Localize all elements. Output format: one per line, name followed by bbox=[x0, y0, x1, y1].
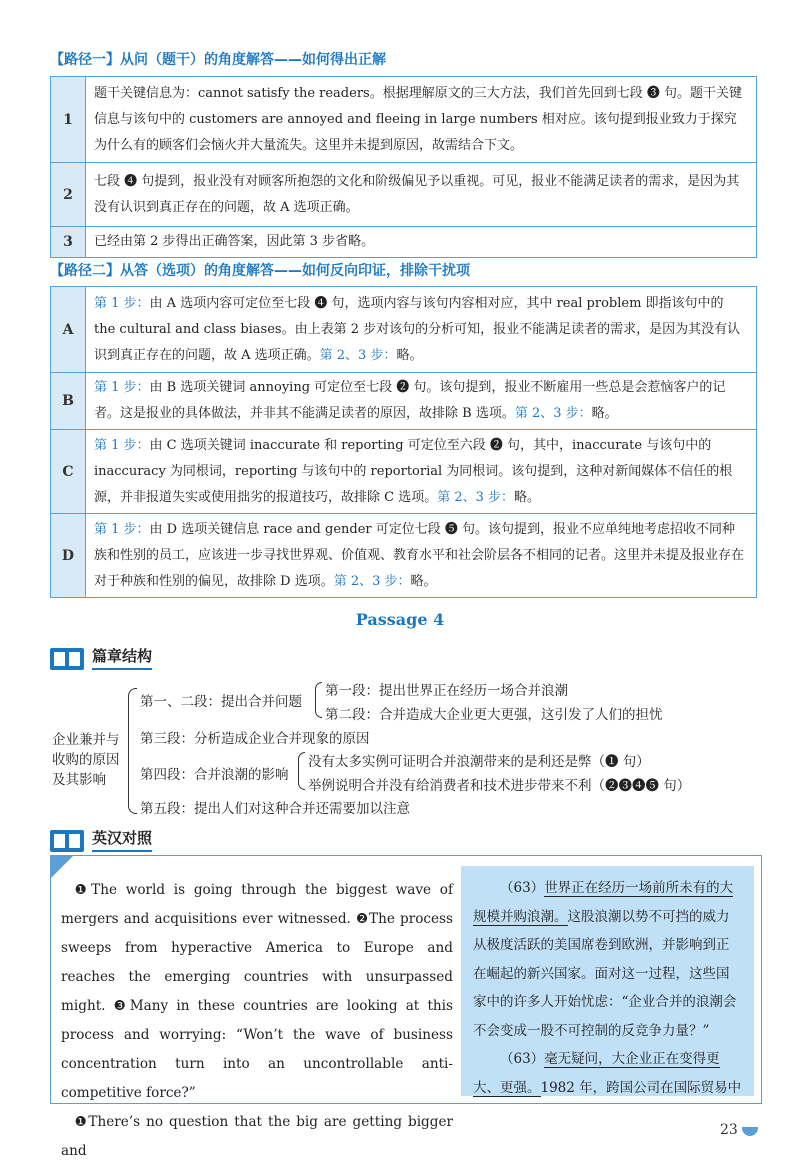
row-body: 由 C 选项关键词 inaccurate 和 reporting 可定位至六段 ❷ 句，其中，inaccurate 与该句中的 inaccuracy 为同根词，reporting 与该句中的 reportorial 为同根词。该句提到，这种对新闻媒体不信任的根源，并非报道失实或使用拙劣的报道技巧，故排除 C 选项。 bbox=[94, 437, 733, 505]
row-text bbox=[86, 514, 757, 598]
step1-label: 第 1 步： bbox=[94, 437, 150, 453]
english-paragraph: ❶There’s no question that the big are getting bigger and bbox=[61, 1114, 453, 1159]
row-body: 由 B 选项关键词 annoying 可定位至七段 ❷ 句。该句提到，报业不断雇用一些总是会惹恼客户的记者。这是报业的具体做法，并非其不能满足读者的原因，故排除 B 选项。 bbox=[94, 380, 726, 421]
chinese-paragraph bbox=[473, 1045, 742, 1102]
table-row bbox=[51, 287, 757, 373]
row-label: 3 bbox=[51, 227, 86, 258]
row-end: 略。 bbox=[514, 489, 541, 505]
table-row bbox=[51, 77, 757, 163]
row-body: 由 D 选项关键信息 race and gender 可定位七段 ❺ 句。该句提到，报业不应单纯地考虑招收不同种族和性别的员工，应该进一步寻找世界观、价值观、教育水平和社会阶层各不相同的记者。这里并未提及报业存在对于种族和性别的偏见，故排除 D 选项。 bbox=[94, 521, 745, 589]
underlined-sentence: 世界正在经历一场前所未有的大规模并购浪潮。 bbox=[473, 880, 734, 925]
tree-brace bbox=[128, 688, 137, 814]
chinese-paragraph bbox=[473, 874, 742, 1045]
corner-fold bbox=[51, 856, 73, 878]
tree-root-line: 企业兼并与 bbox=[52, 732, 120, 748]
row-end: 略。 bbox=[396, 347, 423, 363]
tree-leaf: 第二段：合并造成大企业更大更强，这引发了人们的担忧 bbox=[325, 707, 663, 723]
book-icon bbox=[50, 830, 84, 852]
step23-label: 第 2、3 步： bbox=[514, 406, 592, 421]
tree-branch: 第五段：提出人们对这种合并还需要加以注意 bbox=[140, 801, 410, 817]
table-row bbox=[51, 373, 757, 430]
english-paragraph: ❶The world is going through the biggest wave of mergers and acquisitions ever witnessed. ❷The process sweeps from hyperactive America to Europe and reaches the emerging countries with unsurpassed might. ❸Many in these countries are looking at this process and worrying: “Won’t the wave of business concentration turn into an uncontrollable anti-competitive force?” bbox=[61, 882, 453, 1101]
table-row bbox=[51, 227, 757, 258]
step1-label: 第 1 步： bbox=[94, 295, 150, 311]
step23-label: 第 2、3 步： bbox=[319, 347, 397, 363]
route2-heading: 【路径二】从答（选项）的角度解答——如何反向印证，排除干扰项 bbox=[50, 263, 470, 279]
row-text bbox=[86, 430, 757, 514]
tree-branch: 第四段：合并浪潮的影响 bbox=[140, 767, 289, 783]
page-ornament-icon bbox=[742, 1127, 758, 1136]
tree-branch: 第一、二段：提出合并问题 bbox=[140, 694, 302, 710]
section-title: 英汉对照 bbox=[92, 827, 152, 852]
tree-root bbox=[52, 730, 120, 790]
page-number: 23 bbox=[720, 1122, 738, 1138]
row-end: 略。 bbox=[410, 573, 437, 589]
tree-leaf: 没有太多实例可证明合并浪潮带来的是利还是弊（❶ 句） bbox=[308, 754, 650, 770]
row-text bbox=[86, 373, 757, 430]
structure-section-header bbox=[50, 644, 152, 670]
row-text: 已经由第 2 步得出正确答案，因此第 3 步省略。 bbox=[86, 227, 757, 258]
tree-root-line: 收购的原因 bbox=[52, 752, 120, 768]
sentence-number: （63） bbox=[500, 1051, 545, 1067]
route2-table bbox=[50, 286, 757, 598]
english-text bbox=[61, 876, 453, 1166]
section-title: 篇章结构 bbox=[92, 645, 152, 670]
row-end: 略。 bbox=[591, 406, 618, 421]
route1-table bbox=[50, 76, 757, 258]
paragraph-rest: 这股浪潮以势不可挡的威力从极度活跃的美国席卷到欧洲，并影响到正在崛起的新兴国家。面对这一过程，这些国家中的许多人开始忧虑：“企业合并的浪潮会不会变成一股不可控制的反竞争力量？” bbox=[473, 908, 737, 1039]
tree-branch: 第三段：分析造成企业合并现象的原因 bbox=[140, 731, 370, 747]
row-label: B bbox=[51, 373, 86, 430]
row-text: 题干关键信息为：cannot satisfy the readers。根据理解原文的三大方法，我们首先回到七段 ❸ 句。题干关键信息与该句中的 customers are annoyed and fleeing in large numbers 相对应。该句提到报业致力于探究为什么有的顾客们会恼火并大量流失。这里并未提到原因，故需结合下文。 bbox=[86, 77, 757, 163]
row-label: C bbox=[51, 430, 86, 514]
row-text bbox=[86, 287, 757, 373]
row-text: 七段 ❹ 句提到，报业没有对顾客所抱怨的文化和阶级偏见予以重视。可见，报业不能满足读者的需求，是因为其没有认识到真正存在的问题，故 A 选项正确。 bbox=[86, 163, 757, 227]
row-label: 1 bbox=[51, 77, 86, 163]
underlined-sentence: 毫无疑问，大企业正在变得更大、更强。 bbox=[473, 1051, 720, 1096]
tree-brace bbox=[298, 752, 305, 790]
row-label: A bbox=[51, 287, 86, 373]
tree-brace bbox=[315, 682, 322, 718]
step1-label: 第 1 步： bbox=[94, 380, 150, 395]
route1-heading: 【路径一】从问（题干）的角度解答——如何得出正解 bbox=[50, 52, 386, 68]
step23-label: 第 2、3 步： bbox=[333, 573, 411, 589]
tree-leaf: 举例说明合并没有给消费者和技术进步带来不利（❷❸❹❺ 句） bbox=[308, 778, 691, 794]
row-body: 由 A 选项内容可定位至七段 ❹ 句，选项内容与该句内容相对应，其中 real problem 即指该句中的 the cultural and class biases。由上表第 2 步对该句的分析可知，报业不能满足读者的需求，是因为其没有认识到真正存在的问题，故 A 选项正确。 bbox=[94, 295, 741, 363]
book-icon bbox=[50, 648, 84, 670]
table-row bbox=[51, 514, 757, 598]
tree-root-line: 及其影响 bbox=[52, 772, 106, 788]
row-label: D bbox=[51, 514, 86, 598]
passage-title: Passage 4 bbox=[355, 610, 445, 629]
table-row bbox=[51, 430, 757, 514]
chinese-text bbox=[461, 866, 754, 1096]
paragraph-rest: 1982 年，跨国公司在国际贸易中 bbox=[540, 1079, 742, 1096]
tree-leaf: 第一段：提出世界正在经历一场合并浪潮 bbox=[325, 683, 568, 699]
sentence-number: （63） bbox=[500, 880, 545, 896]
row-label: 2 bbox=[51, 163, 86, 227]
step1-label: 第 1 步： bbox=[94, 521, 150, 537]
table-row bbox=[51, 163, 757, 227]
step23-label: 第 2、3 步： bbox=[437, 489, 515, 505]
bilingual-section-header bbox=[50, 826, 152, 852]
